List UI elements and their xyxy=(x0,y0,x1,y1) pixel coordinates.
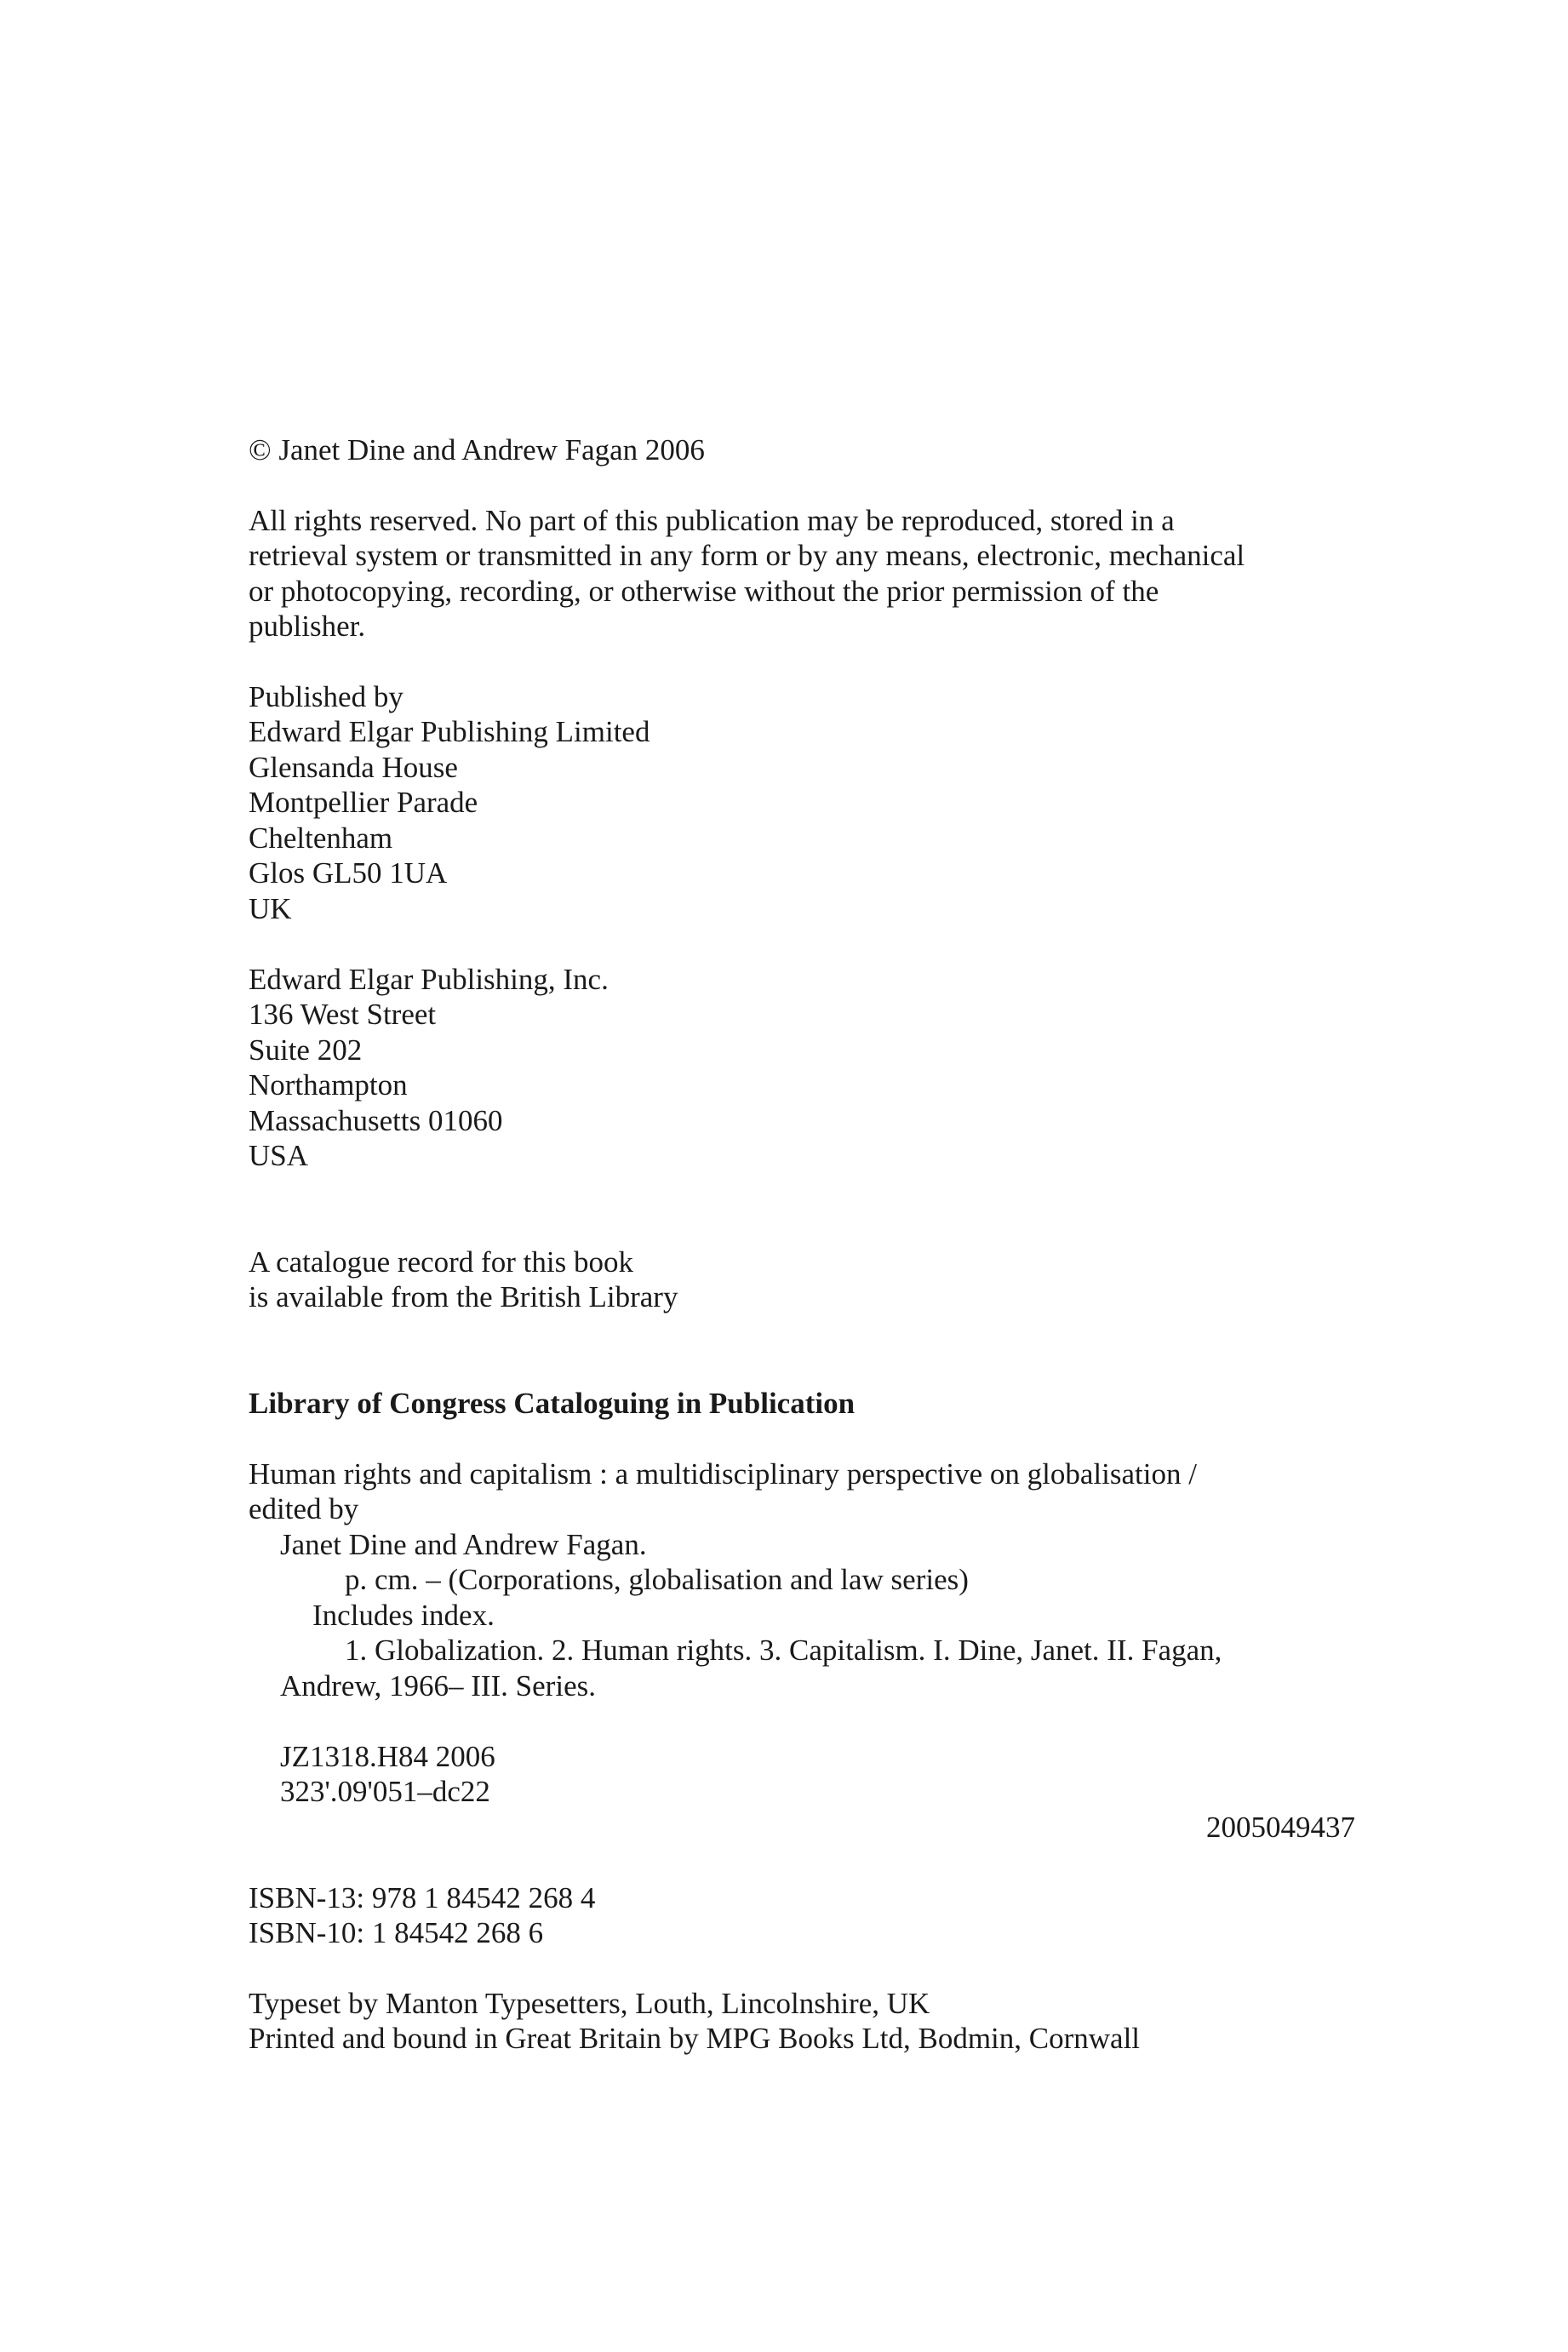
address-line: Montpellier Parade xyxy=(249,786,478,819)
rights-line: or photocopying, recording, or otherwise without the prior permission of the xyxy=(249,575,1159,608)
lccn-number: 2005049437 xyxy=(1206,1811,1355,1844)
rights-line: All rights reserved. No part of this publication may be reproduced, stored in a xyxy=(249,504,1175,537)
address-line: Edward Elgar Publishing Limited xyxy=(249,715,650,748)
address-line: Suite 202 xyxy=(249,1033,363,1067)
printer-credit: Printed and bound in Great Britain by MPG Books Ltd, Bodmin, Cornwall xyxy=(249,2022,1141,2055)
address-line: Cheltenham xyxy=(249,821,393,855)
address-line: Massachusetts 01060 xyxy=(249,1104,503,1137)
cip-editors: Janet Dine and Andrew Fagan. xyxy=(280,1528,647,1561)
address-line: 136 West Street xyxy=(249,998,437,1031)
cip-subjects: 1. Globalization. 2. Human rights. 3. Capitalism. I. Dine, Janet. II. Fagan, xyxy=(345,1634,1222,1667)
cip-subjects: Andrew, 1966– III. Series. xyxy=(280,1669,596,1702)
isbn-13: ISBN-13: 978 1 84542 268 4 xyxy=(249,1881,596,1914)
isbn-10: ISBN-10: 1 84542 268 6 xyxy=(249,1916,544,1949)
rights-line: retrieval system or transmitted in any form or by any means, electronic, mechanical xyxy=(249,539,1245,572)
address-line: Northampton xyxy=(249,1068,408,1102)
lc-call-number: JZ1318.H84 2006 xyxy=(280,1740,495,1773)
loc-heading: Library of Congress Cataloguing in Publication xyxy=(249,1387,856,1420)
address-line: Glos GL50 1UA xyxy=(249,856,448,890)
address-line: UK xyxy=(249,892,292,925)
copyright-notice: © Janet Dine and Andrew Fagan 2006 xyxy=(249,433,705,466)
cip-index-note: Includes index. xyxy=(312,1599,495,1632)
bl-line: is available from the British Library xyxy=(249,1280,678,1313)
dewey-number: 323'.09'051–dc22 xyxy=(280,1775,490,1808)
address-line: Published by xyxy=(249,680,403,713)
typeset-credit: Typeset by Manton Typesetters, Louth, Lincolnshire, UK xyxy=(249,1987,930,2020)
cip-title-line: edited by xyxy=(249,1492,359,1525)
address-line: Glensanda House xyxy=(249,751,458,784)
cip-physical: p. cm. – (Corporations, globalisation and law series) xyxy=(345,1563,969,1596)
address-line: Edward Elgar Publishing, Inc. xyxy=(249,963,609,996)
copyright-page xyxy=(249,0,1355,2352)
bl-line: A catalogue record for this book xyxy=(249,1245,633,1279)
rights-line: publisher. xyxy=(249,609,366,643)
cip-title-line: Human rights and capitalism : a multidisciplinary perspective on globalisation / xyxy=(249,1457,1197,1491)
address-line: USA xyxy=(249,1139,309,1172)
